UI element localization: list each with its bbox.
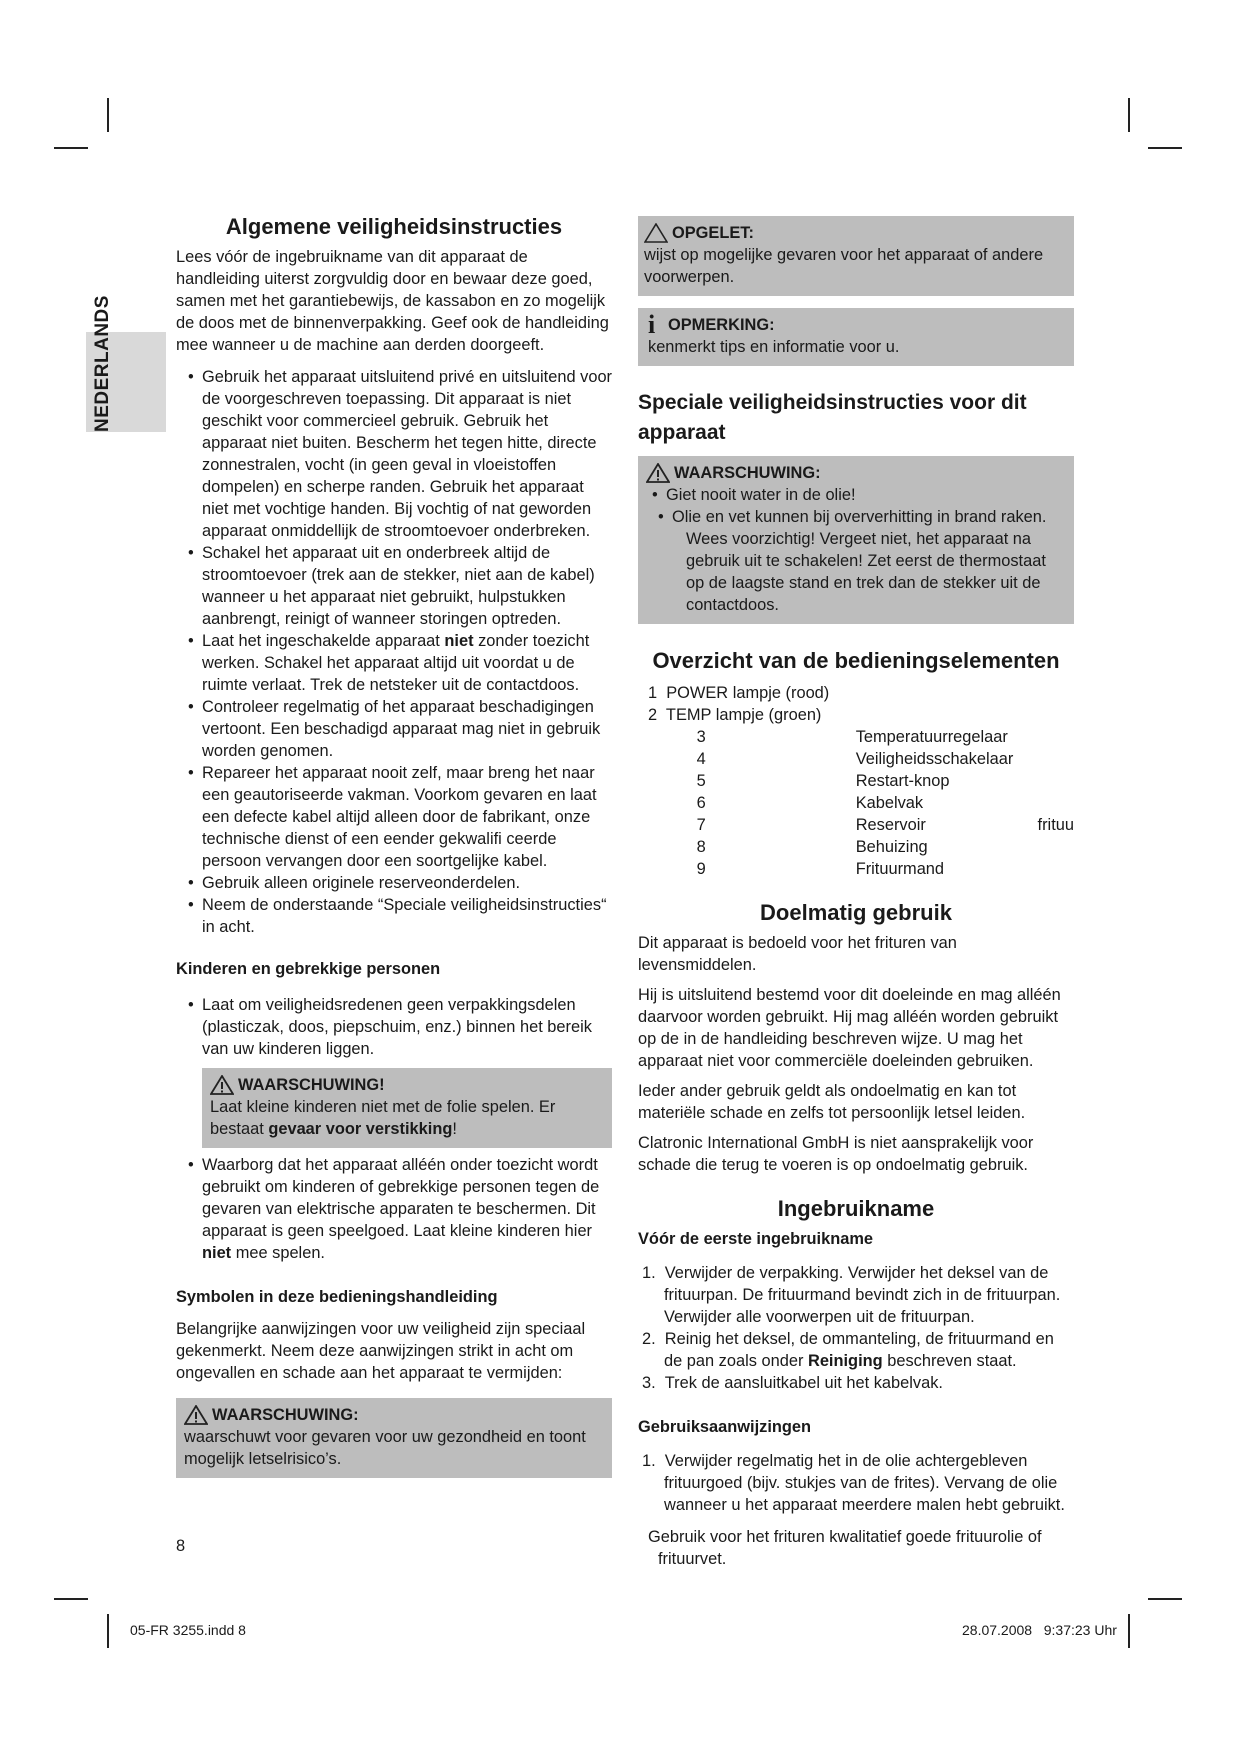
control-label: Veiligheidsschakelaar (855, 750, 1014, 768)
control-label: Temperatuurregelaar (855, 728, 1008, 746)
page-number: 8 (176, 1537, 186, 1555)
symbol-warning-title: WAARSCHUWING: (184, 1404, 604, 1426)
control-number: 7 (696, 816, 706, 834)
control-row (638, 770, 1074, 792)
control-extra (1038, 748, 1074, 770)
intro-paragraph: Lees vóór de ingebruikname van dit apparaat de handleiding uiterst zorgvuldig door en bewaar deze goed, samen met het garantiebewijs, de kassabon en zo mogelijk de doos met de binnenverpakking. Geef ook de handleiding mee wanneer u de machine aan derden doorgeeft. (176, 248, 609, 354)
language-tab-label: NEDERLANDS (92, 295, 113, 432)
list-item: 2. Reinig het deksel, de ommanteling, de frituurmand en de pan zoals onder Reiniging beschreven staat. (642, 1330, 1054, 1370)
special-warning-box (638, 456, 1074, 624)
list-item: • Neem de onderstaande “Speciale veiligheidsinstructies“ in acht. (176, 894, 612, 938)
control-number: 4 (696, 750, 706, 768)
list-item: 3. Trek de aansluitkabel uit het kabelvak. (642, 1374, 943, 1392)
kids-heading: Kinderen en gebrekkige personen (176, 960, 441, 978)
control-label: Frituurmand (855, 860, 945, 878)
warning-icon (210, 1075, 234, 1095)
left-column (176, 212, 612, 1478)
control-label: Kabelvak (855, 794, 924, 812)
caution-box (638, 216, 1074, 296)
control-item: 2 TEMP lampje (groen) (648, 706, 822, 724)
control-number: 8 (696, 838, 706, 856)
controls-table (638, 726, 1074, 880)
intended-use-p3: Ieder ander gebruik geldt als ondoelmatig en kan tot materiële schade en zelfs tot persoonlijk letsel leiden. (638, 1082, 1026, 1122)
control-row (638, 836, 1074, 858)
symbol-warning-text: waarschuwt voor gevaren voor uw gezondheid en toont mogelijk letselrisico’s. (184, 1428, 586, 1468)
control-number: 3 (696, 728, 706, 746)
kids-warning-title: WAARSCHUWING! (210, 1074, 604, 1096)
warning-icon (184, 1405, 208, 1425)
caution-icon (644, 223, 668, 243)
crop-mark (54, 147, 88, 149)
symbols-heading: Symbolen in deze bedieningshandleiding (176, 1288, 498, 1306)
control-label: Reservoir (855, 816, 926, 834)
control-extra (1038, 726, 1074, 748)
special-warning-title: WAARSCHUWING: (646, 462, 1066, 484)
footer-file: 05-FR 3255.indd 8 (130, 1622, 246, 1638)
note-title: i OPMERKING: (648, 310, 775, 339)
control-row (638, 748, 1074, 770)
crop-mark (1128, 98, 1130, 132)
caution-title: OPGELET: (644, 222, 1066, 244)
kids-warning-box (202, 1068, 612, 1148)
control-label: Restart-knop (855, 772, 950, 790)
overview-title: Overzicht van de bedieningselementen (652, 648, 1060, 673)
intended-use-title: Doelmatig gebruik (760, 900, 952, 925)
list-item: 1. Verwijder de verpakking. Verwijder het deksel van de frituurpan. De frituurmand bevindt zich in de frituurpan. Verwijder alle voorwerpen uit de frituurpan. (642, 1264, 1061, 1326)
note-text: kenmerkt tips en informatie voor u. (648, 338, 900, 356)
list-item: • Controleer regelmatig of het apparaat beschadigingen vertoont. Een beschadigd apparaat mag niet in gebruik worden genomen. (176, 696, 612, 762)
control-extra (1038, 858, 1074, 880)
kids-warning-text: Laat kleine kinderen niet met de folie spelen. Er bestaat gevaar voor verstikking! (210, 1098, 556, 1138)
footer-date: 28.07.2008 9:37:23 Uhr (962, 1622, 1117, 1638)
list-item: 1. Verwijder regelmatig het in de olie achtergebleven frituurgoed (bijv. stukjes van de frites). Vervang de olie wanneer u het apparaat meerdere malen hebt gebruikt. (642, 1452, 1065, 1514)
control-number: 5 (696, 772, 706, 790)
list-item: • Schakel het apparaat uit en onderbreek altijd de stroomtoevoer (trek aan de stekker, niet aan de kabel) wanneer u het apparaat niet gebruikt, hulpstukken aanbrengt, reinigt of wanneer storingen optreden. (176, 542, 612, 630)
crop-mark (1148, 1598, 1182, 1600)
control-label: Behuizing (855, 838, 928, 856)
special-safety-title: Speciale veiligheidsinstructies voor dit apparaat (638, 391, 1027, 444)
symbols-paragraph: Belangrijke aanwijzingen voor uw veiligheid zijn speciaal gekenmerkt. Neem deze aanwijzingen strikt in acht om ongevallen en schade aan het apparaat te vermijden: (176, 1320, 586, 1382)
crop-mark (1148, 147, 1182, 149)
control-row (638, 726, 1074, 748)
list-item: • Repareer het apparaat nooit zelf, maar breng het naar een geautoriseerde vakman. Voorkom gevaren en laat een defecte kabel altijd alleen door de fabrikant, onze technische dienst of een eender gekwalifi ceerde persoon vervangen door een soortgelijke kabel. (176, 762, 612, 872)
control-item: 1 POWER lampje (rood) (648, 684, 830, 702)
crop-mark (54, 1598, 88, 1600)
crop-mark (107, 98, 109, 132)
list-item: • Olie en vet kunnen bij oververhitting in brand raken. Wees voorzichtig! Vergeet niet, het apparaat na gebruik uit te schakelen! Zet eerst de thermostaat op de laagste stand en trek dan de stekker uit de contactdoos. (646, 506, 1066, 616)
crop-mark (107, 1614, 109, 1648)
control-extra: frituu (1037, 816, 1074, 834)
before-first-use-heading: Vóór de eerste ingebruikname (638, 1230, 874, 1248)
list-item: • Gebruik het apparaat uitsluitend privé en uitsluitend voor de voorgeschreven toepassing. Dit apparaat is niet geschikt voor commercieel gebruik. Gebruik het apparaat niet buiten. Bescherm het tegen hitte, directe zonnestralen, vocht (in geen geval in vloeistoffen dompelen) en scherpe randen. Gebruik het apparaat niet met vochtige handen. Bij vochtig of nat geworden apparaat onmiddellijk de stroomtoevoer onderbreken. (176, 366, 612, 542)
usage-heading: Gebruiksaanwijzingen (638, 1418, 812, 1436)
list-item: • Laat om veiligheidsredenen geen verpakkingsdelen (plasticzak, doos, piepschuim, enz.) binnen het bereik van uw kinderen liggen. (176, 994, 612, 1060)
list-item: • Laat het ingeschakelde apparaat niet zonder toezicht werken. Schakel het apparaat altijd uit voordat u de ruimte verlaat. Trek de netsteker uit de contactdoos. (176, 630, 612, 696)
general-safety-title: Algemene veiligheidsinstructies (225, 214, 563, 239)
control-extra (1038, 770, 1074, 792)
control-extra (1038, 836, 1074, 858)
intended-use-p2: Hij is uitsluitend bestemd voor dit doeleinde en mag alléén daarvoor worden gebruikt. Hij mag alléén worden gebruikt op de in de handleiding beschreven wijze. U mag het apparaat niet voor commerciële doeleinden gebruiken. (638, 986, 1061, 1070)
control-number: 6 (696, 794, 706, 812)
control-row (638, 792, 1074, 814)
intended-use-p4: Clatronic International GmbH is niet aansprakelijk voor schade die terug te voeren is op ondoelmatig gebruik. (638, 1134, 1034, 1174)
intended-use-p1: Dit apparaat is bedoeld voor het frituren van levensmiddelen. (638, 934, 957, 974)
right-column (638, 216, 1074, 1570)
crop-mark (1128, 1614, 1130, 1648)
list-item: • Waarborg dat het apparaat alléén onder toezicht wordt gebruikt om kinderen of gebrekkige personen tegen de gevaren van elektrische apparaten te beschermen. Dit apparaat is geen speelgoed. Laat kleine kinderen hier niet mee spelen. (176, 1154, 612, 1264)
list-item: • Giet nooit water in de olie! (646, 484, 1066, 506)
caution-text: wijst op mogelijke gevaren voor het apparaat of andere voorwerpen. (644, 246, 1044, 286)
note-box (638, 308, 1074, 366)
control-row (638, 858, 1074, 880)
list-item: • Gebruik alleen originele reserveonderdelen. (176, 872, 612, 894)
warning-icon (646, 463, 670, 483)
control-number: 9 (696, 860, 706, 878)
control-row (638, 814, 1074, 836)
control-extra (1038, 792, 1074, 814)
info-icon: i (648, 310, 656, 339)
start-title: Ingebruikname (777, 1196, 935, 1221)
symbol-warning-box (176, 1398, 612, 1478)
usage-text: Gebruik voor het frituren kwalitatief goede frituurolie of frituurvet. (648, 1528, 1042, 1568)
